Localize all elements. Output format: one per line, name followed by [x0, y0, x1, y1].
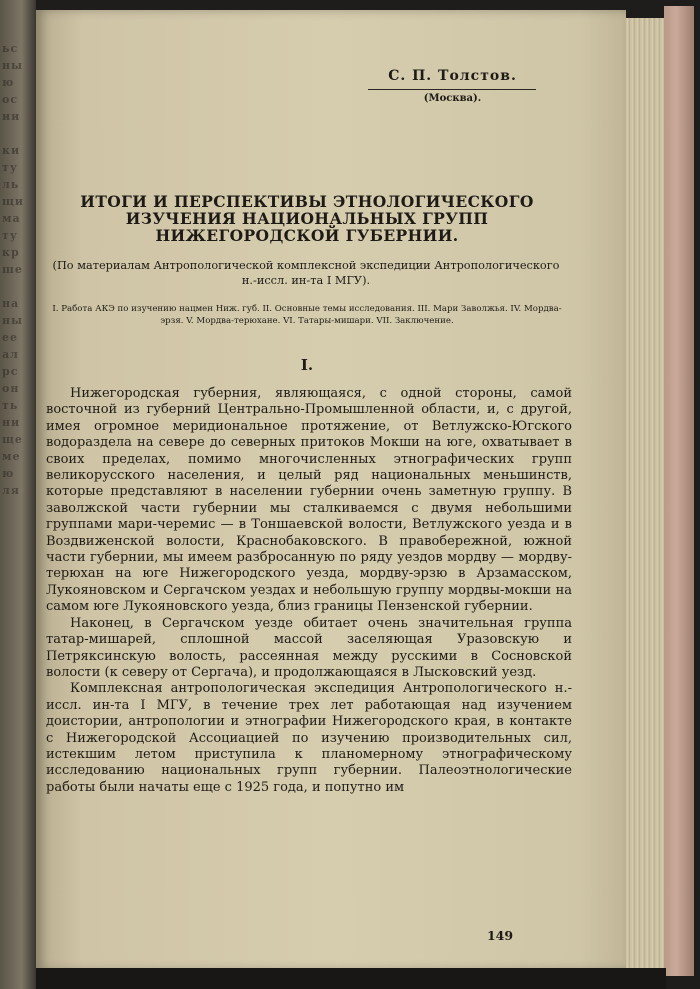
paragraph: Комплексная антропологическая экспедиция Антропологического н.-иссл. ин-та I МГУ, в течение трех лет работающая над изучением доистории, антропологии и этнографии Нижегородского края, в контакте с Нижегородской Ассоциацией по изучению производительных сил, истекшим летом приступила к планомерному этнографическому исследованию национальных групп губернии. Палеоэтнологические работы были начаты еще с 1925 года, и попутно им — [46, 681, 572, 795]
author-city: (Москва). — [423, 93, 482, 104]
shadow-strip — [36, 968, 666, 989]
book-cover-edge — [664, 6, 694, 976]
page-number: 149 — [486, 928, 514, 943]
author-underline — [368, 89, 536, 90]
paragraph: Наконец, в Сергачском уезде обитает очень значительная группа татар-мишарей, сплошной массой заселяющая Уразовскую и Петряксинскую волость, рассеянная между русскими в Сосновской волости (к северу от Сергача), и продолжающаяся в Лысковский уезд. — [46, 615, 572, 680]
facing-page-text-fragment: ьс ны ю ос ии ки ту ль щи ма ту кр ше на ны ее ал рс он ть ни ще ме ю ля — [2, 42, 25, 497]
facing-page-edge — [0, 0, 36, 989]
section-heading: I. — [300, 356, 314, 374]
paragraph: Нижегородская губерния, являющаяся, с одной стороны, самой восточной из губерний Центрально-Промышленной области, и, с другой, имея огромное меридиональное протяжение, от Ветлужско-Югского водораздела на севере до северных притоков Мокши на юге, охватывает в своих пределах, помимо многочисленных этнографических групп великорусского населения, и целый ряд национальных меньшинств, которые представляют в населении губернии очень заметную группу. В заволжской части губернии мы сталкиваемся с двумя небольшими группами мари-черемис — в Тоншаевской волости, Ветлужского уезда и в Воздвиженской волости, Краснобаковского. В правобережной, южной части губернии, мы имеем разбросанную по ряду уездов мордву — мордву-терюхан на юге Нижегородского уезда, мордву-эрзю в Арзамасском, Лукояновском и Сергачском уездах и небольшую группу мордвы-мокши на самом юге Лукояновского уезда, близ границы Пензенской губернии. — [46, 386, 572, 615]
page-stack-edges — [626, 18, 666, 970]
article-body — [46, 386, 572, 796]
article-contents: I. Работа АКЭ по изучению нацмен Ниж. губ. II. Основные темы исследования. III. Мари Заволжья. IV. Мордва-эрзя. V. Мордва-терюхане. VI. Татары-мишари. VII. Заключение. — [52, 304, 562, 326]
article-subtitle: (По материалам Антропологической комплексной экспедиции Антропологического н.-иссл. ин-та I МГУ). — [52, 259, 560, 287]
article-title: ИТОГИ И ПЕРСПЕКТИВЫ ЭТНОЛОГИЧЕСКОГО ИЗУЧЕНИЯ НАЦИОНАЛЬНЫХ ГРУПП НИЖЕГОРОДСКОЙ ГУБЕРНИИ. — [80, 192, 534, 245]
author-name: С. П. Толстов. — [388, 68, 517, 84]
